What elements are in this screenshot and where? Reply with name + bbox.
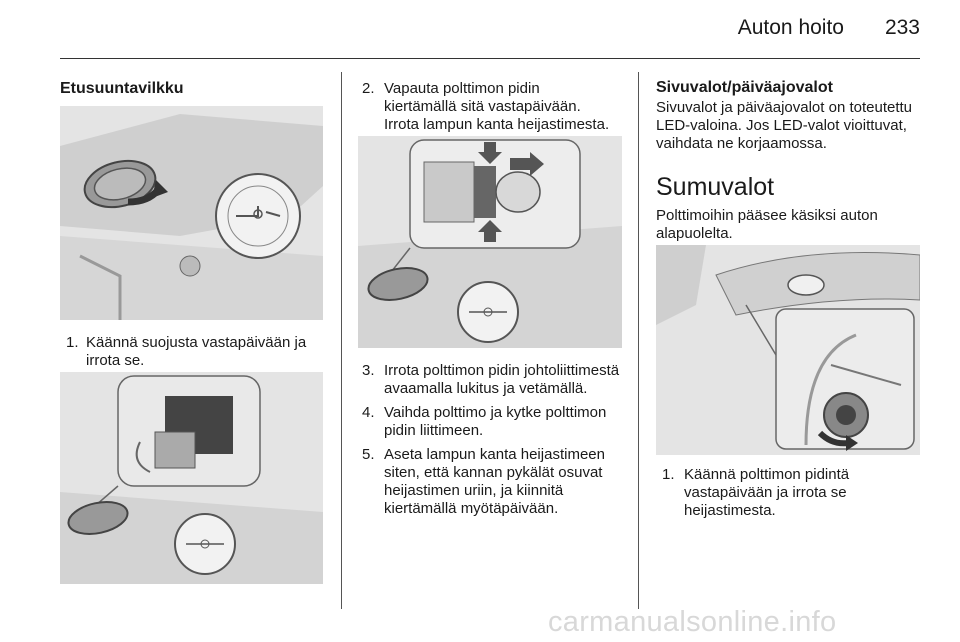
step-text: Vaihda polttimo ja kytke polttimon pidin liittimeen.	[384, 404, 607, 439]
illustration-headlamp-cover	[60, 106, 323, 320]
watermark: carmanualsonline.info	[548, 606, 837, 638]
illustration-bulb-holder-detail	[60, 372, 323, 584]
step-text: Vapauta polttimon pidin kiertämällä sitä vastapäivään. Irrota lampun kanta heijastimesta.	[384, 80, 610, 133]
step-number: 3.	[362, 362, 375, 379]
paragraph-sumuvalot-intro: Polttimoihin pääsee käsiksi auton alapuolelta.	[656, 207, 878, 242]
list-item	[362, 446, 624, 518]
list-item	[362, 80, 624, 133]
page-header	[60, 0, 920, 62]
step-text: Käännä polttimon pidintä vastapäivään ja irrota se heijastimesta.	[684, 466, 850, 519]
step-number: 2.	[362, 80, 375, 97]
column-divider	[341, 72, 342, 609]
heading-etusuuntavilkku: Etusuuntavilkku	[60, 80, 184, 97]
step-number: 5.	[362, 446, 375, 463]
list-item	[66, 334, 328, 369]
section-title: Auton hoito	[737, 16, 844, 39]
illustration-bulb-holder-removal	[358, 136, 622, 348]
paragraph-sivuvalot: Sivuvalot ja päiväajovalot on toteutettu LED-valoina. Jos LED-valot vioittuvat, vaihdata ne korjaamossa.	[656, 99, 913, 152]
illustration-fog-lamp	[656, 245, 920, 455]
step-text: Irrota polttimon pidin johtoliittimestä avaamalla lukitus ja vetämällä.	[384, 362, 620, 397]
list-item	[662, 466, 924, 519]
steps-list	[362, 362, 624, 524]
column-divider	[638, 72, 639, 609]
step-number: 4.	[362, 404, 375, 421]
step-text: Käännä suojusta vastapäivään ja irrota se.	[86, 334, 307, 369]
header-rule	[60, 58, 920, 59]
step-text: Aseta lampun kanta heijastimeen siten, että kannan pykälät osuvat heijastimen uriin, ja kiinnitä kiertämällä myötäpäivään.	[384, 446, 605, 517]
step-number: 1.	[66, 334, 79, 351]
page-number: 233	[884, 16, 920, 39]
list-item	[362, 404, 624, 440]
heading-sumuvalot: Sumuvalot	[656, 173, 775, 201]
list-item	[362, 362, 624, 398]
step-number: 1.	[662, 466, 675, 483]
subheading-sivuvalot: Sivuvalot/päiväajovalot	[656, 79, 833, 96]
